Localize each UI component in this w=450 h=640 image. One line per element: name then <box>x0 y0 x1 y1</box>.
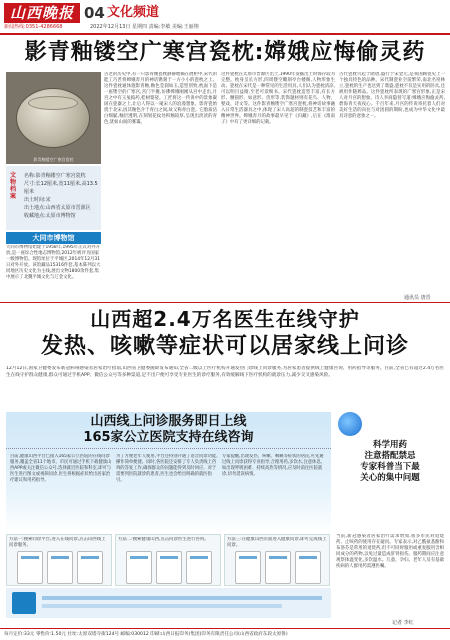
hotline: 新闻热线:0351-4286668 <box>4 24 63 30</box>
phone-screenshot <box>47 551 73 584</box>
info-line: 收藏地点:太原市博物馆 <box>24 213 76 219</box>
phone-screenshot <box>295 551 321 584</box>
sub-feature-column-1: 目前,健康山西平台已接入165家公立医院的在线问诊服务,覆盖全省11个地市。市民可通过手机下载健康山西APP或关注微信公众号,选择就近医院和科室,即可与医生进行图文或视频问诊,医生将根据症状给出居家治疗建议和用药指导。 <box>10 454 112 483</box>
article-byline: 通讯员 唐晋 <box>404 295 431 301</box>
article-column-1: 古老的历史中,有一只影青釉瓷枕静静地躺在展柜中,宋代的能工巧匠将嫦娥奔月的神话镌刻于一方小小的瓷枕之上。这件瓷枕通体施影青釉,釉色莹润如玉,造型别致,枕面下是一座镂空的广寒宫,宫门半掩,仿佛嫦娥刚刚从宫中走出,月宫之中有玉兔捣药,桂树婆娑。工匠将这一传说中的景象凝固在瓷器之上,让后人得以一窥宋人的浪漫想象。影青瓷始烧于北宋,因其釉色介于青白之间,故又称青白瓷。它胎质洁白细腻,釉层透明,在刻划花纹处积釉较厚,呈现出淡淡的青色,犹如山间的雾霭。 <box>104 72 217 125</box>
banner-bar <box>42 596 322 600</box>
headline-mid-line2: 发热、咳嗽等症状可以居家线上问诊 <box>40 334 409 359</box>
porcelain-rim <box>28 96 78 110</box>
phone-screenshot <box>156 551 182 584</box>
howto-panels <box>6 534 331 586</box>
ad-banner <box>6 588 331 618</box>
howto-panel-text: 方法二:搜索健康山西,点击问诊医生进行咨询。 <box>118 537 209 542</box>
info-line: 尺寸:长12厘米,宽11厘米,高13.5厘米 <box>24 181 98 195</box>
phone-screenshot <box>235 551 261 584</box>
banner-logo <box>12 592 36 614</box>
right-title-line: 专家科普当下最 <box>360 462 420 472</box>
photo-caption: 影青釉镂空广寒宫瓷枕 <box>33 157 74 162</box>
artifact-info-box <box>6 166 101 230</box>
phone-screenshot <box>126 551 152 584</box>
banner-bar <box>42 604 282 608</box>
section-rule <box>0 302 450 303</box>
header-rule <box>0 33 450 35</box>
info-line: 出土地点:山西省太原市晋源区 <box>24 205 91 211</box>
sidebar-text: 大同市博物馆始建于1958年,1995年正式对外开放,是一座综合性地志博物馆,2012年被评为国家一级博物馆。现馆址位于平城区,2014年12月31日对外开放。该馆藏品15316件套,基本陈列以大同地区历史文化为主线,展出文物1800余件套,集中展示了北魏平城文化与辽金文化。 <box>6 245 101 280</box>
howto-panel-text: 方法一:搜索问诊平台,进入在线问诊,点击山西线上问诊服务。 <box>9 537 106 548</box>
info-line: 出土时间:宋 <box>24 197 51 203</box>
masthead-logo: 山西晚报 <box>4 3 80 23</box>
howto-panel-2 <box>115 534 221 586</box>
porcelain-pillow-photo <box>6 72 101 164</box>
headline-top: 影青釉镂空广寒宫瓷枕:嫦娥应悔偷灵药 <box>24 40 426 65</box>
sub-feature-title-1: 山西线上问诊服务即日上线 <box>90 414 247 429</box>
sub-feature-column-3: 专家提醒,出现发热、咳嗽、咽痛等症状的居民,可先通过线上问诊获得专业指导,合理用药,多饮水,注意休息。如出现呼吸困难、持续高热等情况,应及时前往医院就诊,切勿延误病情。 <box>222 454 325 477</box>
right-feature-text: 当前,新冠感染者居家治疗需求增加,很多市民对退烧药、止咳药的使用存在疑问。专家表示,对乙酰氨基酚和布洛芬是常用的退烧药,但不可同时服用或重复服用含相同成分的药物,以免过量造成肝肾损伤。服药期间应注意观察体温变化,多饮温水。儿童、孕妇、老年人及有基础疾病的人群用药需遵医嘱。 <box>336 534 444 569</box>
lead-paragraph: 12月12日,国家卫健委发布新冠病毒感染者居家治疗指南,山西省卫健委随即发布通知,全省二级以上医疗机构开通发热门诊线上问诊服务,为居家患者提供线上健康咨询、用药指导等服务。目前,全省已有超过2.4万名医生在线守护群众健康,群众可通过手机APP、微信公众号等多种渠道,足不出户便可享受专业医生的诊疗服务,有效缓解线下医疗机构的就诊压力,减少交叉感染风险。 <box>6 366 444 378</box>
sidebar-title: 大同市博物馆 <box>6 232 101 244</box>
howto-panel-text: 方法三:在健康山西页面进入健康问诊,即可完成线上问诊。 <box>227 537 327 548</box>
right-title-line: 注意搭配禁忌 <box>364 451 416 461</box>
phone-screenshot <box>77 551 103 584</box>
phone-screenshot <box>265 551 291 584</box>
right-title-line: 关心的集中问题 <box>360 473 420 483</box>
sub-feature-block <box>6 412 331 532</box>
globe-icon <box>338 412 362 436</box>
info-line: 名称:影青釉镂空广寒宫瓷枕 <box>24 173 86 179</box>
page-number: 04 <box>84 4 105 22</box>
right-feature-block <box>336 412 444 532</box>
howto-panel-1 <box>6 534 112 586</box>
phone-screenshot <box>17 551 43 584</box>
right-feature-credit: 记者 李红 <box>392 620 414 626</box>
right-feature-title <box>336 440 444 484</box>
headline-mid-line1: 山西超2.4万名医生在线守护 <box>90 307 360 331</box>
article-column-3: 古代瓷枕兴起于隋唐,盛行于宋金元,是我国陶瓷史上一个独具特色的品种。宋代制瓷业空前繁荣,南北名窑林立,瓷枕的生产也达到了鼎盛,瓷枕不仅是实用的卧具,还被用作随葬品。这件瓷枕所表现的广寒宫形象,正是宋人对月宫的想象。诗人李商隐曾写道:嫦娥应悔偷灵药,碧海青天夜夜心。千百年来,月宫的传说寄托着人们对美好生活的向往与对团圆的期盼,也成为中华文化中最具诗意的意象之一。 <box>339 72 445 119</box>
sub-feature-title-2: 165家公立医院支持在线咨询 <box>83 430 254 445</box>
right-title-line: 科学用药 <box>372 440 407 450</box>
section-title: 文化频道 <box>107 5 160 20</box>
phone-screenshot <box>186 551 212 584</box>
page-footer: 每月定价:33元 零售价:1.50元 社址:太原双塔寺街124号 邮编:030012 印刷:山西日报印务(集团)印务有限责任公司(山西省政府东段太原鲁) <box>0 628 450 640</box>
info-tag: 文物档案 <box>10 172 17 200</box>
sub-feature-column-2: 为了方便老年人使用,平台还特别开通了语音问诊功能,操作简单便捷。同时,各医院还安排了专人负责线上咨询的答复工作,确保群众的问题能得到及时回应。对于需要到医院就诊的患者,医生也会给出明确的就医指引。 <box>116 454 218 483</box>
page-header <box>0 0 450 34</box>
dotted-divider <box>6 448 331 450</box>
howto-panel-3 <box>224 534 330 586</box>
edition-info: 2022年12月13日 星期四 责编:李敏 美编:王丽翔 <box>90 24 199 30</box>
article-column-2: 这件瓷枕在太原市晋源区出土,1990年发掘出土时保存较为完整。枕身呈长方形,四周镂空雕刻亭台楼阁,人物形象生动。瓷枕在宋代是一种常见的生活用具,人们认为瓷枕清凉,可以明目益睛,至老可读细书。宋代瓷枕造型丰富,有长方形、腰圆形、如意形、兽形等,装饰题材则有花鸟、人物、婴戏、诗文等。这件影青釉镂空广寒宫瓷枕,将神话故事融入日常生活器具之中,体现了宋人高超的制瓷技艺和丰富的精神世界。嫦娥奔月的故事最早见于《归藏》,后在《淮南子》中有了更详细的记载。 <box>221 72 335 125</box>
